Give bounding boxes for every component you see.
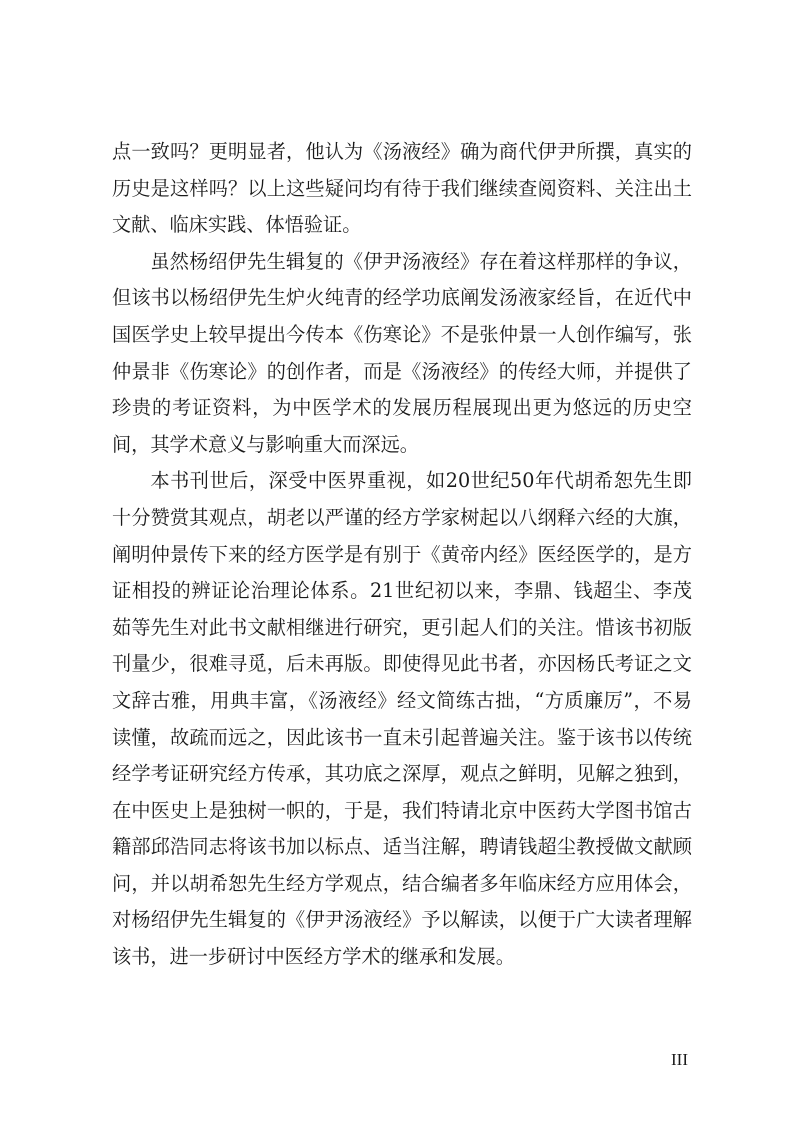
page-number: III <box>671 1050 688 1069</box>
paragraph-3: 本书刊世后，深受中医界重视，如20世纪50年代胡希恕先生即十分赞赏其观点，胡老以严谨的经方学家树起以八纲释六经的大旗，阐明仲景传下来的经方医学是有别于《黄帝内经》医经医学的，是方证相投的辨证论治理论体系。21世纪初以来，李鼎、钱超尘、李茂茹等先生对此书文献相继进行研究，更引起人们的关注。惜该书初版刊量少，很难寻觅，后未再版。即使得见此书者，亦因杨氏考证之文文辞古雅，用典丰富，《汤液经》经文简练古拙，“方质廉厉”，不易读懂，故疏而远之，因此该书一直未引起普遍关注。鉴于该书以传统经学考证研究经方传承，其功底之深厚，观点之鲜明，见解之独到，在中医史上是独树一帜的，于是，我们特请北京中医药大学图书馆古籍部邱浩同志将该书加以标点、适当注解，聘请钱超尘教授做文献顾问，并以胡希恕先生经方学观点，结合编者多年临床经方应用体会，对杨绍伊先生辑复的《伊尹汤液经》予以解读，以便于广大读者理解该书，进一步研讨中医经方学术的继承和发展。 <box>112 469 692 969</box>
paragraph-1: 点一致吗？更明显者，他认为《汤液经》确为商代伊尹所撰，真实的历史是这样吗？以上这些疑问均有待于我们继续查阅资料、关注出土文献、临床实践、体悟验证。 <box>112 140 692 237</box>
body-text <box>112 134 692 976</box>
paragraph-2: 虽然杨绍伊先生辑复的《伊尹汤液经》存在着这样那样的争议，但该书以杨绍伊先生炉火纯青的经学功底阐发汤液家经旨，在近代中国医学史上较早提出今传本《伤寒论》不是张仲景一人创作编写，张仲景非《伤寒论》的创作者，而是《汤液经》的传经大师，并提供了珍贵的考证资料，为中医学术的发展历程展现出更为悠远的历史空间，其学术意义与影响重大而深远。 <box>112 249 692 456</box>
